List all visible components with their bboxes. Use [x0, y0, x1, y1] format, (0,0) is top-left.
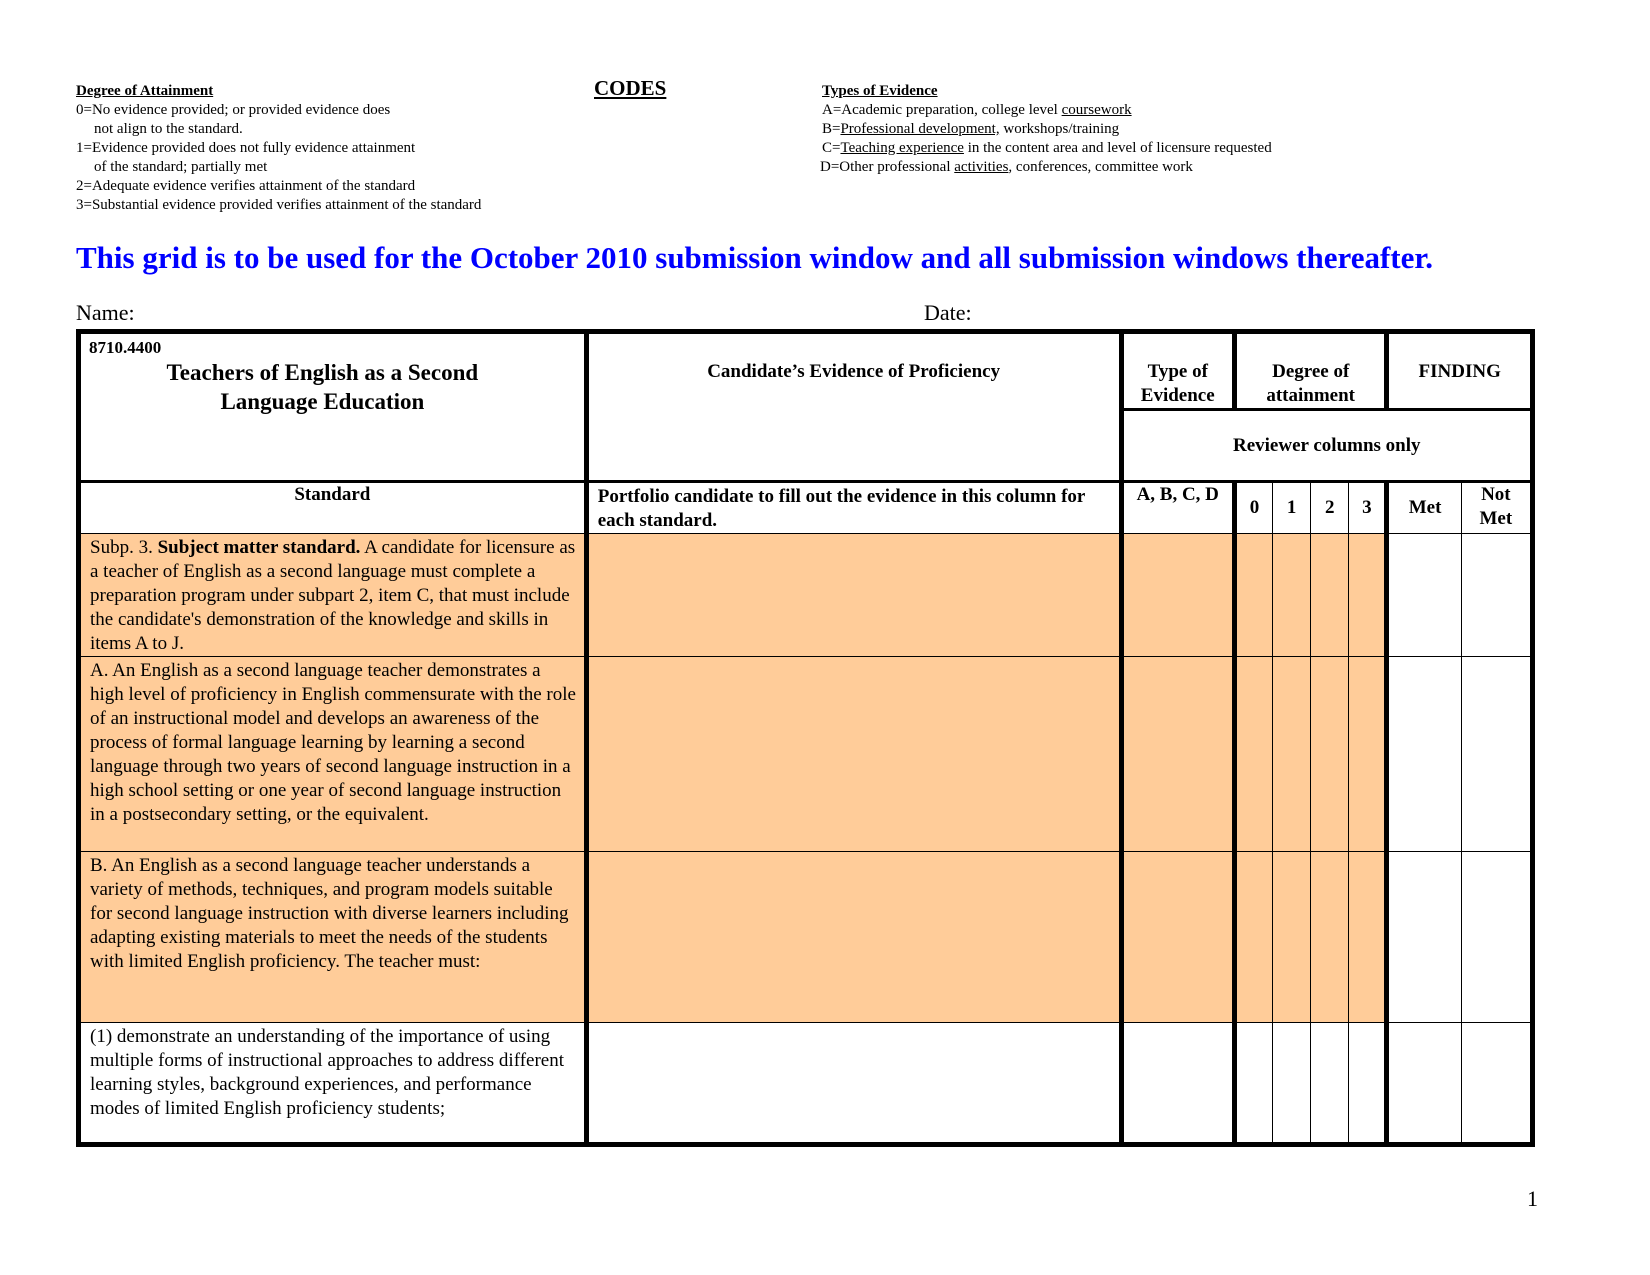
types-legend-line-d — [820, 158, 1272, 177]
degree-header-line: Degree of — [1272, 361, 1350, 382]
not-met-label-line: Not — [1481, 484, 1511, 505]
table-row — [79, 657, 1533, 852]
reviewer-columns-note — [1121, 410, 1532, 482]
met-cell[interactable] — [1387, 657, 1461, 852]
evidence-input-cell[interactable] — [586, 1023, 1121, 1145]
evaluation-grid — [76, 329, 1535, 1147]
type-of-evidence-cell[interactable] — [1121, 1023, 1234, 1145]
finding-header-label: FINDING — [1418, 361, 1501, 382]
codes-title: CODES — [594, 76, 667, 100]
degree-1-header — [1273, 482, 1311, 534]
types-legend-line-c — [822, 139, 1272, 158]
standard-column-label: Standard — [294, 484, 371, 505]
standard-text-cell — [79, 852, 587, 1023]
types-d-prefix: D=Other professional — [820, 159, 955, 175]
standard-code: 8710.4400 — [89, 338, 162, 357]
degree-1-cell[interactable] — [1273, 852, 1311, 1023]
not-met-cell[interactable] — [1461, 534, 1532, 657]
types-c-suffix: in the content area and level of licensure requested — [963, 140, 1272, 156]
standard-text-cell — [79, 657, 587, 852]
evidence-input-cell[interactable] — [586, 534, 1121, 657]
degree-0-header — [1234, 482, 1272, 534]
types-c-underlined: Teaching experience — [840, 140, 964, 156]
standard-title-line: Teachers of English as a Second — [166, 360, 479, 385]
date-label: Date: — [924, 300, 972, 325]
types-d-suffix: , conferences, committee work — [1008, 159, 1193, 175]
evidence-input-cell[interactable] — [586, 852, 1121, 1023]
evidence-input-cell[interactable] — [586, 657, 1121, 852]
types-a-prefix: A=Academic preparation, college level — [822, 102, 1062, 118]
not-met-cell[interactable] — [1461, 852, 1532, 1023]
reviewer-columns-label: Reviewer columns only — [1233, 434, 1421, 456]
degree-3-cell[interactable] — [1349, 852, 1387, 1023]
degree-legend-line: of the standard; partially met — [94, 159, 268, 175]
degree-legend-line: 3=Substantial evidence provided verifies attainment of the standard — [76, 197, 482, 213]
standard-text: (1) demonstrate an understanding of the importance of using multiple forms of instructional approaches to address different learning styles, background experiences, and performance modes of limited English proficiency students; — [90, 1026, 564, 1119]
submission-window-banner: This grid is to be used for the October 2010 submission window and all submission windows thereafter. — [76, 240, 1434, 275]
table-row — [79, 852, 1533, 1023]
finding-header — [1387, 332, 1533, 410]
degree-legend-heading: Degree of Attainment — [76, 83, 214, 99]
degree-0-cell[interactable] — [1234, 1023, 1272, 1145]
standard-text: B. An English as a second language teacher understands a variety of methods, techniques, and program models suitable for second language instruction with diverse learners including adapting existing materials to meet the needs of the students with limited English proficiency. The teacher must: — [90, 855, 569, 972]
portfolio-note: Portfolio candidate to fill out the evidence in this column for each standard. — [597, 486, 1086, 531]
types-c-prefix: C= — [822, 140, 841, 156]
not-met-cell[interactable] — [1461, 657, 1532, 852]
types-b-suffix: workshops/training — [999, 121, 1120, 137]
types-legend-line-b — [822, 120, 1272, 139]
not-met-header — [1461, 482, 1532, 534]
met-cell[interactable] — [1387, 852, 1461, 1023]
degree-2-cell[interactable] — [1311, 534, 1349, 657]
degree-3-cell[interactable] — [1349, 1023, 1387, 1145]
degree-3-label: 3 — [1362, 497, 1372, 518]
degree-0-cell[interactable] — [1234, 852, 1272, 1023]
degree-1-cell[interactable] — [1273, 657, 1311, 852]
degree-legend-line: 0=No evidence provided; or provided evidence does — [76, 102, 391, 118]
evidence-header-label: Candidate’s Evidence of Proficiency — [707, 361, 1001, 382]
degree-2-header — [1311, 482, 1349, 534]
not-met-cell[interactable] — [1461, 1023, 1532, 1145]
met-cell[interactable] — [1387, 1023, 1461, 1145]
types-b-underlined: Professional development, — [840, 121, 1000, 137]
type-of-evidence-cell[interactable] — [1121, 534, 1234, 657]
types-d-underlined: activities — [954, 159, 1009, 175]
standard-text: A. An English as a second language teacher demonstrates a high level of proficiency in English commensurate with the role of an instructional model and develops an awareness of the process of formal language learning by learning a second language through two years of second language instruction in a high school setting or one year of second language instruction in a postsecondary setting, or the equivalent. — [90, 660, 576, 825]
met-label: Met — [1408, 497, 1442, 518]
degree-0-cell[interactable] — [1234, 534, 1272, 657]
type-codes-label: A, B, C, D — [1136, 484, 1219, 505]
met-header — [1387, 482, 1461, 534]
degree-legend-line: 1=Evidence provided does not fully evidence attainment — [76, 140, 416, 156]
degree-header-line: attainment — [1266, 385, 1356, 406]
degree-1-cell[interactable] — [1273, 1023, 1311, 1145]
degree-2-label: 2 — [1324, 497, 1335, 518]
degree-legend-line: not align to the standard. — [94, 121, 243, 137]
degree-0-cell[interactable] — [1234, 657, 1272, 852]
standard-column-header — [79, 482, 587, 534]
type-of-evidence-cell[interactable] — [1121, 657, 1234, 852]
standard-text-cell — [79, 1023, 587, 1145]
standard-title-cell — [79, 332, 587, 482]
degree-of-attainment-header — [1234, 332, 1387, 410]
portfolio-note-cell — [586, 482, 1121, 534]
types-legend-line-a — [822, 101, 1272, 120]
met-cell[interactable] — [1387, 534, 1461, 657]
types-of-evidence-legend — [822, 82, 1272, 177]
standard-bold-text: Subject matter standard. — [157, 537, 361, 558]
degree-2-cell[interactable] — [1311, 657, 1349, 852]
types-a-underlined: coursework — [1061, 102, 1132, 118]
degree-legend-line: 2=Adequate evidence verifies attainment of the standard — [76, 178, 416, 194]
degree-of-attainment-legend — [76, 82, 481, 215]
standard-prefix: Subp. 3. — [90, 537, 158, 558]
degree-2-cell[interactable] — [1311, 1023, 1349, 1145]
degree-0-label: 0 — [1249, 497, 1260, 518]
not-met-label-line: Met — [1479, 508, 1513, 529]
type-codes-header — [1121, 482, 1234, 534]
types-legend-heading: Types of Evidence — [822, 83, 938, 99]
table-row — [79, 1023, 1533, 1145]
type-of-evidence-cell[interactable] — [1121, 852, 1234, 1023]
degree-3-cell[interactable] — [1349, 534, 1387, 657]
table-row — [79, 534, 1533, 657]
standard-title — [81, 358, 584, 416]
degree-3-cell[interactable] — [1349, 657, 1387, 852]
evidence-header — [586, 332, 1121, 482]
type-of-evidence-header — [1121, 332, 1234, 410]
page-number: 1 — [1527, 1186, 1538, 1211]
degree-2-cell[interactable] — [1311, 852, 1349, 1023]
type-header-line: Evidence — [1140, 385, 1215, 406]
standard-title-line: Language Education — [220, 389, 425, 414]
degree-1-cell[interactable] — [1273, 534, 1311, 657]
degree-1-label: 1 — [1286, 497, 1297, 518]
standard-text-cell — [79, 534, 587, 657]
types-b-prefix: B= — [822, 121, 841, 137]
degree-3-header — [1349, 482, 1387, 534]
name-label: Name: — [76, 300, 135, 325]
type-header-line: Type of — [1147, 361, 1208, 382]
standard-text: A candidate for licensure as a teacher of English as a second language must complete a preparation program under subpart 2, item C, that must include the candidate's demonstration of the knowledge and skills in items A to J. — [90, 537, 576, 654]
